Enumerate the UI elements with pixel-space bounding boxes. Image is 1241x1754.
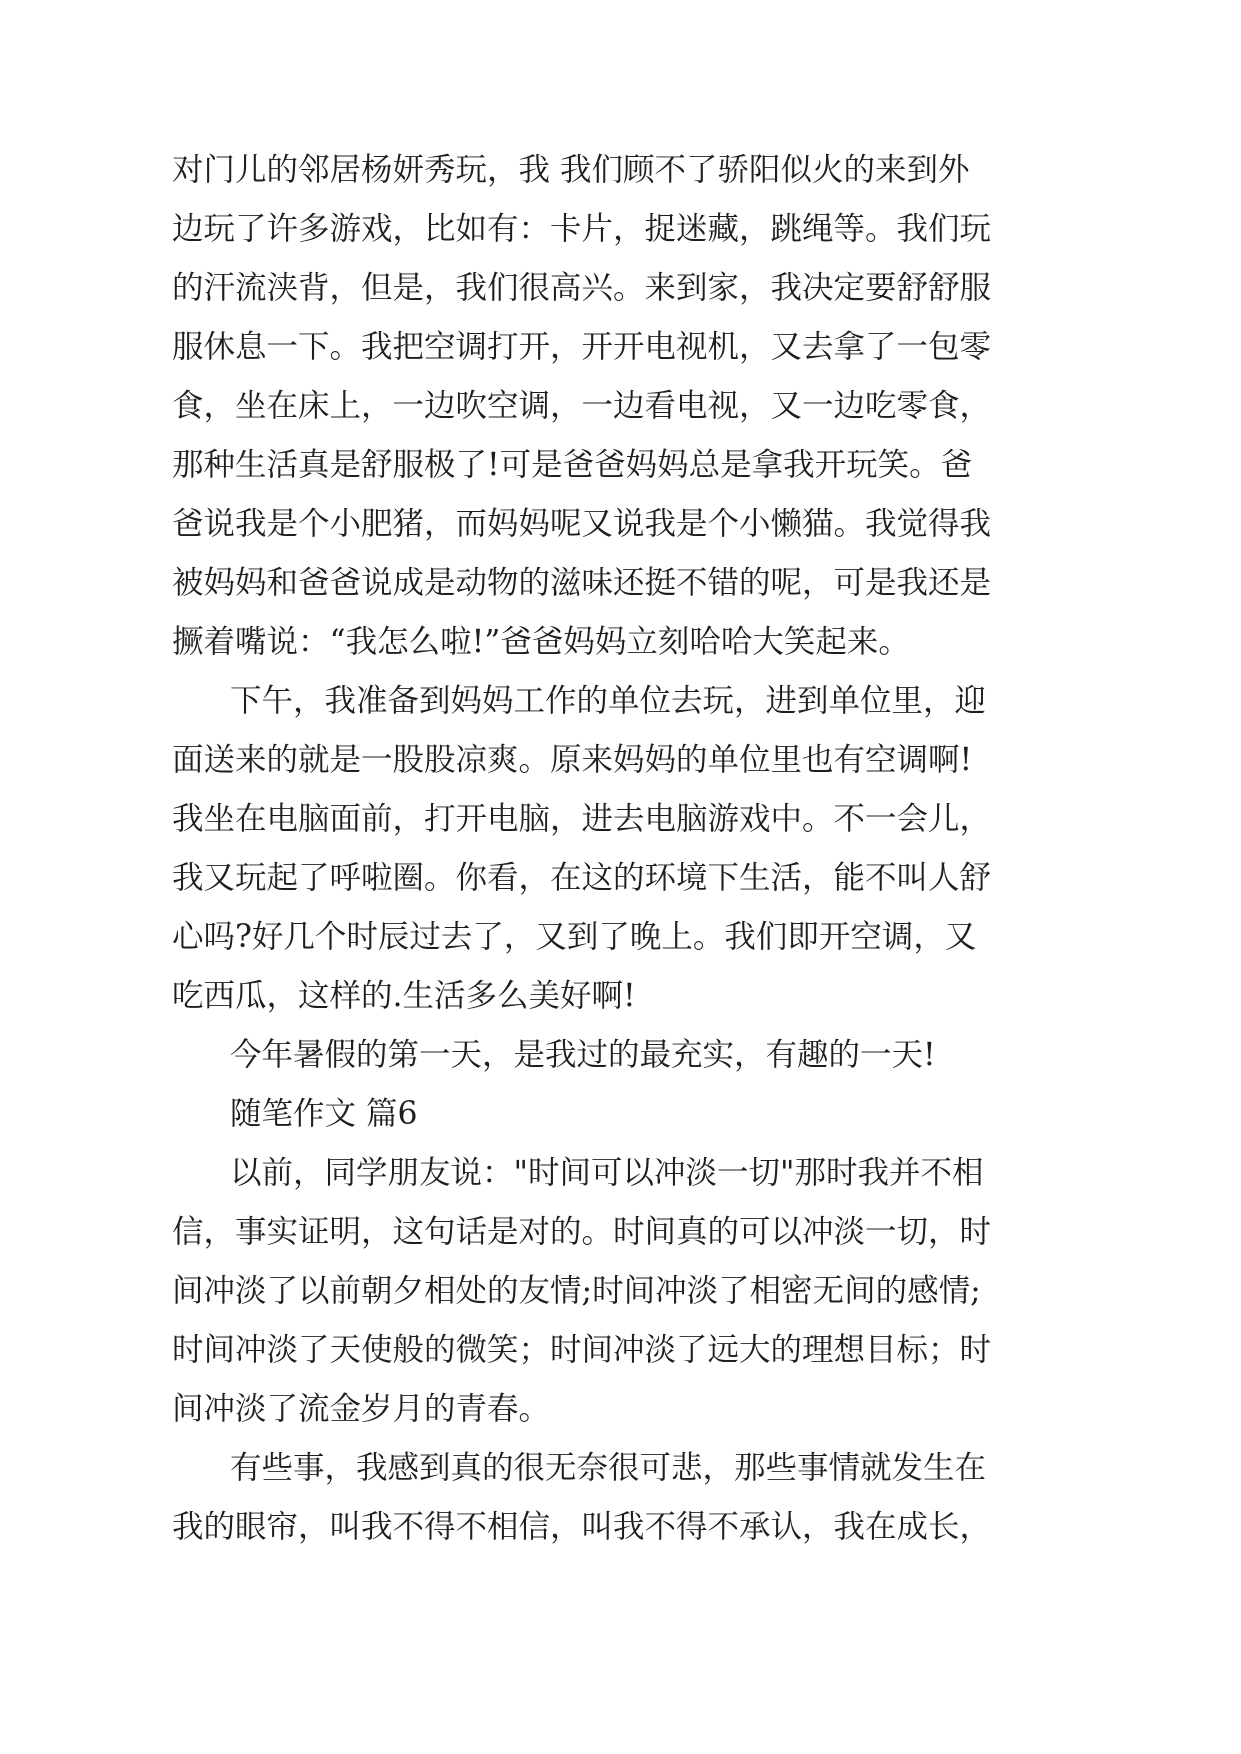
text-line: 心吗?好几个时辰过去了，又到了晚上。我们即开空调，又 bbox=[172, 919, 977, 955]
text-line: 间冲淡了以前朝夕相处的友情;时间冲淡了相密无间的感情; bbox=[172, 1273, 981, 1309]
text-line: 撅着嘴说：“我怎么啦!”爸爸妈妈立刻哈哈大笑起来。 bbox=[172, 624, 910, 660]
section-heading: 随笔作文 篇6 bbox=[230, 1096, 418, 1132]
text-line: 的汗流浃背，但是，我们很高兴。来到家，我决定要舒舒服 bbox=[172, 270, 992, 306]
text-line: 以前，同学朋友说："时间可以冲淡一切"那时我并不相 bbox=[230, 1155, 984, 1191]
text-line: 对门儿的邻居杨妍秀玩，我 我们顾不了骄阳似火的来到外 bbox=[172, 152, 970, 188]
text-line: 服休息一下。我把空调打开，开开电视机，又去拿了一包零 bbox=[172, 329, 992, 365]
text-line: 下午，我准备到妈妈工作的单位去玩，进到单位里，迎 bbox=[230, 683, 987, 719]
text-line: 面送来的就是一股股凉爽。原来妈妈的单位里也有空调啊! bbox=[172, 742, 973, 778]
text-line: 有些事，我感到真的很无奈很可悲，那些事情就发生在 bbox=[230, 1450, 987, 1486]
text-line: 边玩了许多游戏，比如有：卡片，捉迷藏，跳绳等。我们玩 bbox=[172, 211, 992, 247]
text-line: 我的眼帘，叫我不得不相信，叫我不得不承认，我在成长， bbox=[172, 1509, 992, 1545]
text-line: 吃西瓜，这样的.生活多么美好啊! bbox=[172, 978, 636, 1014]
text-line: 我又玩起了呼啦圈。你看，在这的环境下生活，能不叫人舒 bbox=[172, 860, 992, 896]
text-line: 时间冲淡了天使般的微笑；时间冲淡了远大的理想目标；时 bbox=[172, 1332, 992, 1368]
text-line: 食，坐在床上，一边吹空调，一边看电视，又一边吃零食， bbox=[172, 388, 992, 424]
text-line: 那种生活真是舒服极了!可是爸爸妈妈总是拿我开玩笑。爸 bbox=[172, 447, 973, 483]
text-line: 间冲淡了流金岁月的青春。 bbox=[172, 1391, 551, 1427]
text-line: 今年暑假的第一天，是我过的最充实，有趣的一天! bbox=[230, 1037, 936, 1073]
text-line: 爸说我是个小肥猪，而妈妈呢又说我是个小懒猫。我觉得我 bbox=[172, 506, 992, 542]
text-line: 被妈妈和爸爸说成是动物的滋味还挺不错的呢，可是我还是 bbox=[172, 565, 992, 601]
text-line: 信，事实证明，这句话是对的。时间真的可以冲淡一切，时 bbox=[172, 1214, 992, 1250]
text-line: 我坐在电脑面前，打开电脑，进去电脑游戏中。不一会儿， bbox=[172, 801, 992, 837]
